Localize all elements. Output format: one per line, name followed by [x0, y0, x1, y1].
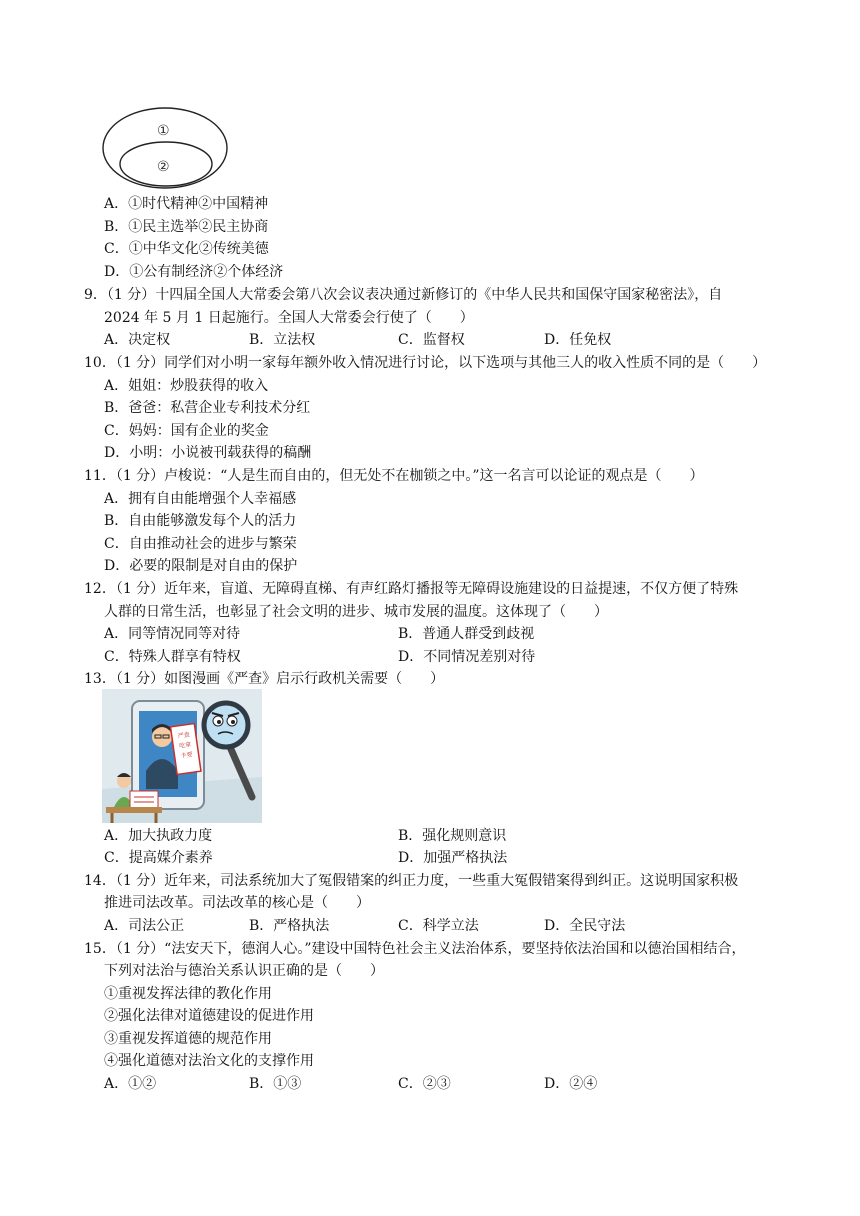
q15-option-c: C．②③ — [398, 1076, 451, 1092]
q9-option-a: A．决定权 — [104, 332, 171, 348]
q12-option-c: C．特殊人群享有特权 — [104, 649, 241, 665]
clerk-paper — [130, 791, 158, 809]
q9-option-b: B．立法权 — [249, 332, 316, 348]
q13-stem: 13．（1 分）如图漫画《严查》启示行政机关需要（ ） — [84, 671, 445, 687]
q12-option-d: D．不同情况差别对待 — [398, 649, 536, 665]
cartoon-image — [102, 689, 262, 823]
q11-stem: 11．（1 分）卢梭说：“人是生而自由的，但无处不在枷锁之中。”这一名言可以论证的观点是（ ） — [84, 468, 704, 484]
q14-option-a: A．司法公正 — [104, 918, 185, 934]
q14-option-b: B．严格执法 — [249, 918, 330, 934]
q15-item-3: ③重视发挥道德的规范作用 — [104, 1031, 272, 1047]
q12-stem-line1: 12．（1 分）近年来，盲道、无障碍直梯、有声红路灯播报等无障碍设施建设的日益提速，不仅方便了特殊 — [84, 581, 739, 597]
q9-option-c: C．监督权 — [398, 332, 465, 348]
q12-option-b: B．普通人群受到歧视 — [398, 626, 535, 642]
q11-option-d: D．必要的限制是对自由的保护 — [104, 558, 298, 574]
q12-stem-line2: 人群的日常生活，也彰显了社会文明的进步、城市发展的温度。这体现了（ ） — [104, 604, 608, 620]
q15-stem-line1: 15．（1 分）“法安天下，德润人心。”建设中国特色社会主义法治体系，要坚持依法治国和以德治国相结合， — [84, 941, 746, 957]
q11-option-c: C．自由推动社会的进步与繁荣 — [104, 536, 297, 552]
q11-option-a: A．拥有自由能增强个人幸福感 — [104, 491, 297, 507]
svg-text:卡要: 卡要 — [180, 751, 194, 760]
q15-item-1: ①重视发挥法律的教化作用 — [104, 986, 272, 1002]
q11-option-b: B．自由能够激发每个人的活力 — [104, 513, 297, 529]
venn-outer-label: ① — [157, 123, 170, 139]
cartoon-sign-text: 严查 — [177, 731, 191, 740]
venn-inner-label: ② — [157, 159, 170, 175]
q10-stem: 10．（1 分）同学们对小明一家每年额外收入情况进行讨论，以下选项与其他三人的收入性质不同的是（ ） — [84, 355, 767, 371]
venn-diagram — [100, 106, 232, 192]
q13-option-a: A．加大执政力度 — [104, 828, 213, 844]
svg-text:吃拿: 吃拿 — [178, 741, 192, 750]
q13-option-c: C．提高媒介素养 — [104, 850, 213, 866]
q14-option-c: C．科学立法 — [398, 918, 479, 934]
q9-stem-line2: 2024 年 5 月 1 日起施行。全国人大常委会行使了（ ） — [104, 310, 474, 326]
q9-stem-line1: 9．（1 分）十四届全国人大常委会第八次会议表决通过新修订的《中华人民共和国保守国家秘密法》，自 — [84, 287, 723, 303]
q15-item-4: ④强化道德对法治文化的支撑作用 — [104, 1053, 314, 1069]
q10-option-b: B．爸爸：私营企业专利技术分红 — [104, 400, 311, 416]
q15-option-a: A．①② — [104, 1076, 157, 1092]
q15-option-d: D．②④ — [544, 1076, 598, 1092]
q14-stem-line1: 14．（1 分）近年来，司法系统加大了冤假错案的纠正力度，一些重大冤假错案得到纠正。这说明国家积极 — [84, 873, 739, 889]
q8-option-c: C．①中华文化②传统美德 — [104, 241, 269, 257]
q13-option-b: B．强化规则意识 — [398, 828, 507, 844]
q14-option-d: D．全民守法 — [544, 918, 626, 934]
venn-outer-ellipse — [103, 108, 227, 188]
desk — [106, 807, 162, 813]
q8-option-b: B．①民主选举②民主协商 — [104, 219, 269, 235]
q13-option-d: D．加强严格执法 — [398, 850, 508, 866]
q14-stem-line2: 推进司法改革。司法改革的核心是（ ） — [104, 895, 370, 911]
q10-option-c: C．妈妈：国有企业的奖金 — [104, 423, 269, 439]
q9-option-d: D．任免权 — [544, 332, 612, 348]
q15-item-2: ②强化法律对道德建设的促进作用 — [104, 1008, 314, 1024]
q15-option-b: B．①③ — [249, 1076, 302, 1092]
q12-option-a: A．同等情况同等对待 — [104, 626, 241, 642]
q10-option-a: A．姐姐：炒股获得的收入 — [104, 378, 269, 394]
q8-option-d: D．①公有制经济②个体经济 — [104, 264, 284, 280]
q15-stem-line2: 下列对法治与德治关系认识正确的是（ ） — [104, 963, 384, 979]
magnifier-lens — [204, 703, 248, 747]
q10-option-d: D．小明：小说被刊载获得的稿酬 — [104, 445, 312, 461]
q8-option-a: A．①时代精神②中国精神 — [104, 196, 269, 212]
